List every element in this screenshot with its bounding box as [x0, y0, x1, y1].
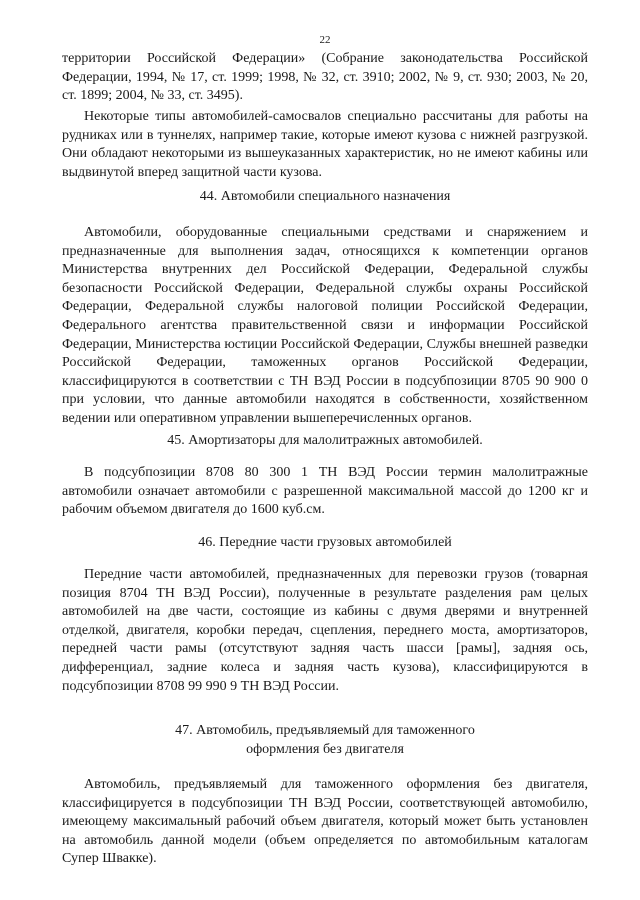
section-45-body-text: В подсубпозиции 8708 80 300 1 ТН ВЭД России термин малолитражные автомобили означает автомобили с разрешенной максимальной массой до 1200 кг и рабочим объемом двигателя до 1600 куб.см. [62, 465, 588, 518]
document-page [62, 0, 588, 900]
section-45-body [62, 464, 588, 520]
section-46-body [62, 566, 588, 696]
intro-continuation-text: территории Российской Федерации» (Собрание законодательства Российской Федерации, 1994, № 17, ст. 1999; 1998, № 32, ст. 3910; 2002, № 9, ст. 930; 2003, № 20, ст. 1899; 2004, № 33, ст. 3495). [62, 51, 588, 104]
section-44-heading [62, 188, 588, 207]
section-45-heading [62, 432, 588, 451]
section-47-heading-line2: оформления без двигателя [246, 741, 404, 757]
intro-paragraph [62, 108, 588, 182]
section-44-body-text: Автомобили, оборудованные специальными средствами и снаряжением и предназначенные для выполнения задач, относящихся к компетенции органов Министерства внутренних дел Российской Федерации, Федеральной службы безопасности Российской Федерации, Федеральной службы охраны Российской Федерации, Федеральной службы налоговой полиции Российской Федерации, Федерального агентства правительственной связи и информации Российской Федерации, Министерства юстиции Российской Федерации, Службы внешней разведки Российской Федерации, таможенных органов Российской Федерации, классифицируются в соответствии с ТН ВЭД России в подсубпозиции 8705 90 900 0 при условии, что данные автомобили находятся в собственности, хозяйственном ведении или оперативном управлении вышеперечисленных органов. [62, 225, 588, 426]
section-47-heading [62, 722, 588, 759]
section-44-body [62, 224, 588, 429]
section-46-heading [62, 534, 588, 553]
section-47-body [62, 776, 588, 869]
intro-paragraph-text: Некоторые типы автомобилей-самосвалов специально рассчитаны для работы на рудниках или в туннелях, например такие, которые имеют кузова с нижней разгрузкой. Они обладают некоторыми из вышеуказанных характеристик, но не имеют кабины или выдвинутой вперед защитной части кузова. [62, 109, 588, 180]
section-45-heading-text: 45. Амортизаторы для малолитражных автомобилей. [167, 433, 483, 448]
section-47-body-text: Автомобиль, предъявляемый для таможенного оформления без двигателя, классифицируется в подсубпозиции ТН ВЭД России, соответствующей автомобилю, имеющему максимальный рабочий объем двигателя, который может быть установлен на автомобиль данной модели (объем определяется по автомобильным каталогам Супер Швакке). [62, 777, 588, 867]
page-number: 22 [319, 34, 331, 46]
intro-continuation [62, 50, 588, 106]
section-44-heading-text: 44. Автомобили специального назначения [199, 189, 451, 204]
section-47-heading-line1: 47. Автомобиль, предъявляемый для таможенного [175, 723, 475, 738]
section-46-body-text: Передние части автомобилей, предназначенных для перевозки грузов (товарная позиция 8704 ТН ВЭД России), полученные в результате разделения рам целых автомобилей на две части, состоящие из кабины с двумя дверями и внутренней отделкой, двигателя, коробки передач, сцепления, переднего моста, амортизаторов, передней части рамы (отсутствуют задняя часть шасси [рамы], задняя ось, дифференциал, задние колеса и задняя часть кузова), классифицируются в подсубпозиции 8708 99 990 9 ТН ВЭД России. [62, 567, 588, 694]
section-46-heading-text: 46. Передние части грузовых автомобилей [198, 535, 452, 550]
